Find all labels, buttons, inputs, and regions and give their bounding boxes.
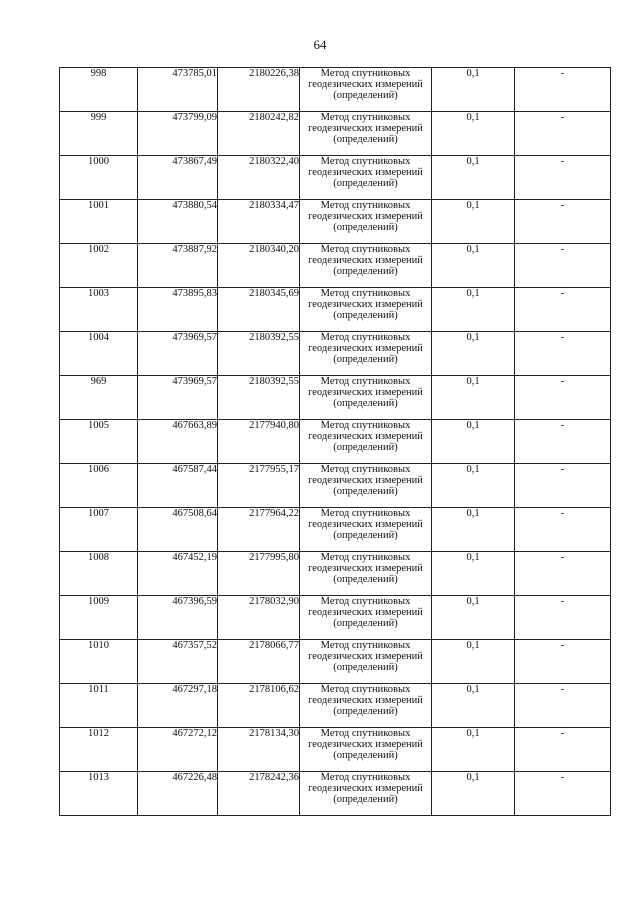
note-cell: - [515,596,611,640]
y-coordinate-cell: 2180340,20 [218,244,300,288]
method-line: геодезических измерений [308,695,423,706]
method-cell [300,640,432,684]
x-coordinate-cell: 467357,52 [138,640,218,684]
x-coordinate-cell: 467226,48 [138,772,218,816]
accuracy-cell: 0,1 [432,332,515,376]
method-cell [300,376,432,420]
point-number-cell: 1002 [60,244,138,288]
method-line: геодезических измерений [308,607,423,618]
y-coordinate-cell: 2177940,80 [218,420,300,464]
table-row [60,420,611,464]
accuracy-cell: 0,1 [432,596,515,640]
accuracy-cell: 0,1 [432,552,515,596]
accuracy-cell: 0,1 [432,772,515,816]
method-line: (определений) [333,134,398,145]
method-line: (определений) [333,618,398,629]
x-coordinate-cell: 473895,83 [138,288,218,332]
x-coordinate-cell: 473969,57 [138,332,218,376]
point-number-cell: 1010 [60,640,138,684]
accuracy-cell: 0,1 [432,684,515,728]
method-line: (определений) [333,662,398,673]
method-line: (определений) [333,90,398,101]
method-line: (определений) [333,222,398,233]
accuracy-cell: 0,1 [432,68,515,112]
table-row [60,552,611,596]
method-line: геодезических измерений [308,651,423,662]
table-row [60,112,611,156]
y-coordinate-cell: 2180322,40 [218,156,300,200]
method-line: Метод спутниковых [320,420,411,431]
accuracy-cell: 0,1 [432,376,515,420]
point-number-cell: 1009 [60,596,138,640]
method-cell [300,728,432,772]
note-cell: - [515,772,611,816]
coordinates-table-body [60,68,611,816]
x-coordinate-cell: 473799,09 [138,112,218,156]
x-coordinate-cell: 473880,54 [138,200,218,244]
point-number-cell: 1001 [60,200,138,244]
table-row [60,772,611,816]
x-coordinate-cell: 467272,12 [138,728,218,772]
table-row [60,376,611,420]
method-line: геодезических измерений [308,519,423,530]
point-number-cell: 1003 [60,288,138,332]
method-line: Метод спутниковых [320,68,411,79]
method-cell [300,684,432,728]
method-line: Метод спутниковых [320,244,411,255]
y-coordinate-cell: 2178032,90 [218,596,300,640]
table-row [60,464,611,508]
method-cell [300,464,432,508]
table-row [60,156,611,200]
table-row [60,244,611,288]
method-line: Метод спутниковых [320,772,411,783]
method-line: геодезических измерений [308,123,423,134]
method-line: Метод спутниковых [320,376,411,387]
point-number-cell: 1000 [60,156,138,200]
accuracy-cell: 0,1 [432,156,515,200]
method-line: (определений) [333,486,398,497]
method-line: (определений) [333,178,398,189]
y-coordinate-cell: 2178106,62 [218,684,300,728]
note-cell: - [515,376,611,420]
x-coordinate-cell: 467396,59 [138,596,218,640]
accuracy-cell: 0,1 [432,288,515,332]
method-line: Метод спутниковых [320,288,411,299]
y-coordinate-cell: 2180392,55 [218,332,300,376]
x-coordinate-cell: 473887,92 [138,244,218,288]
page-number: 64 [313,37,327,52]
method-cell [300,288,432,332]
note-cell: - [515,156,611,200]
method-line: геодезических измерений [308,299,423,310]
method-line: геодезических измерений [308,739,423,750]
method-line: геодезических измерений [308,431,423,442]
x-coordinate-cell: 473867,49 [138,156,218,200]
note-cell: - [515,200,611,244]
accuracy-cell: 0,1 [432,200,515,244]
y-coordinate-cell: 2178134,30 [218,728,300,772]
table-row [60,684,611,728]
method-line: Метод спутниковых [320,596,411,607]
x-coordinate-cell: 467452,19 [138,552,218,596]
y-coordinate-cell: 2180392,55 [218,376,300,420]
method-line: геодезических измерений [308,211,423,222]
method-line: геодезических измерений [308,387,423,398]
accuracy-cell: 0,1 [432,244,515,288]
x-coordinate-cell: 473785,01 [138,68,218,112]
x-coordinate-cell: 467297,18 [138,684,218,728]
method-line: Метод спутниковых [320,464,411,475]
point-number-cell: 1004 [60,332,138,376]
method-cell [300,420,432,464]
note-cell: - [515,332,611,376]
table-row [60,728,611,772]
accuracy-cell: 0,1 [432,464,515,508]
method-line: (определений) [333,398,398,409]
method-line: геодезических измерений [308,167,423,178]
method-line: геодезических измерений [308,343,423,354]
method-line: (определений) [333,706,398,717]
note-cell: - [515,288,611,332]
note-cell: - [515,728,611,772]
method-line: Метод спутниковых [320,684,411,695]
y-coordinate-cell: 2177995,80 [218,552,300,596]
point-number-cell: 1013 [60,772,138,816]
note-cell: - [515,640,611,684]
accuracy-cell: 0,1 [432,728,515,772]
x-coordinate-cell: 467587,44 [138,464,218,508]
method-line: (определений) [333,310,398,321]
table-row [60,640,611,684]
table-row [60,596,611,640]
table-row [60,200,611,244]
table-row [60,508,611,552]
method-line: геодезических измерений [308,255,423,266]
method-cell [300,552,432,596]
method-cell [300,772,432,816]
accuracy-cell: 0,1 [432,420,515,464]
method-line: Метод спутниковых [320,332,411,343]
note-cell: - [515,112,611,156]
note-cell: - [515,244,611,288]
accuracy-cell: 0,1 [432,640,515,684]
accuracy-cell: 0,1 [432,508,515,552]
method-line: геодезических измерений [308,475,423,486]
method-line: геодезических измерений [308,783,423,794]
method-line: Метод спутниковых [320,200,411,211]
point-number-cell: 1007 [60,508,138,552]
method-line: геодезических измерений [308,79,423,90]
y-coordinate-cell: 2180345,69 [218,288,300,332]
coordinates-table [59,67,611,816]
point-number-cell: 999 [60,112,138,156]
method-cell [300,596,432,640]
method-line: (определений) [333,442,398,453]
method-line: (определений) [333,574,398,585]
y-coordinate-cell: 2180334,47 [218,200,300,244]
method-line: (определений) [333,354,398,365]
y-coordinate-cell: 2178066,77 [218,640,300,684]
point-number-cell: 998 [60,68,138,112]
y-coordinate-cell: 2178242,36 [218,772,300,816]
table-row [60,332,611,376]
note-cell: - [515,464,611,508]
method-cell [300,200,432,244]
x-coordinate-cell: 467663,89 [138,420,218,464]
method-line: Метод спутниковых [320,156,411,167]
method-cell [300,156,432,200]
method-line: (определений) [333,794,398,805]
method-line: Метод спутниковых [320,728,411,739]
method-line: Метод спутниковых [320,508,411,519]
y-coordinate-cell: 2177964,22 [218,508,300,552]
method-line: (определений) [333,266,398,277]
y-coordinate-cell: 2180226,38 [218,68,300,112]
method-line: Метод спутниковых [320,552,411,563]
method-cell [300,68,432,112]
x-coordinate-cell: 473969,57 [138,376,218,420]
note-cell: - [515,68,611,112]
note-cell: - [515,508,611,552]
note-cell: - [515,684,611,728]
method-line: Метод спутниковых [320,640,411,651]
method-cell [300,508,432,552]
y-coordinate-cell: 2180242,82 [218,112,300,156]
method-line: геодезических измерений [308,563,423,574]
table-row [60,68,611,112]
method-cell [300,332,432,376]
point-number-cell: 969 [60,376,138,420]
table-row [60,288,611,332]
point-number-cell: 1005 [60,420,138,464]
point-number-cell: 1006 [60,464,138,508]
method-cell [300,244,432,288]
point-number-cell: 1011 [60,684,138,728]
point-number-cell: 1008 [60,552,138,596]
method-cell [300,112,432,156]
y-coordinate-cell: 2177955,17 [218,464,300,508]
method-line: Метод спутниковых [320,112,411,123]
x-coordinate-cell: 467508,64 [138,508,218,552]
note-cell: - [515,420,611,464]
point-number-cell: 1012 [60,728,138,772]
method-line: (определений) [333,530,398,541]
note-cell: - [515,552,611,596]
accuracy-cell: 0,1 [432,112,515,156]
method-line: (определений) [333,750,398,761]
